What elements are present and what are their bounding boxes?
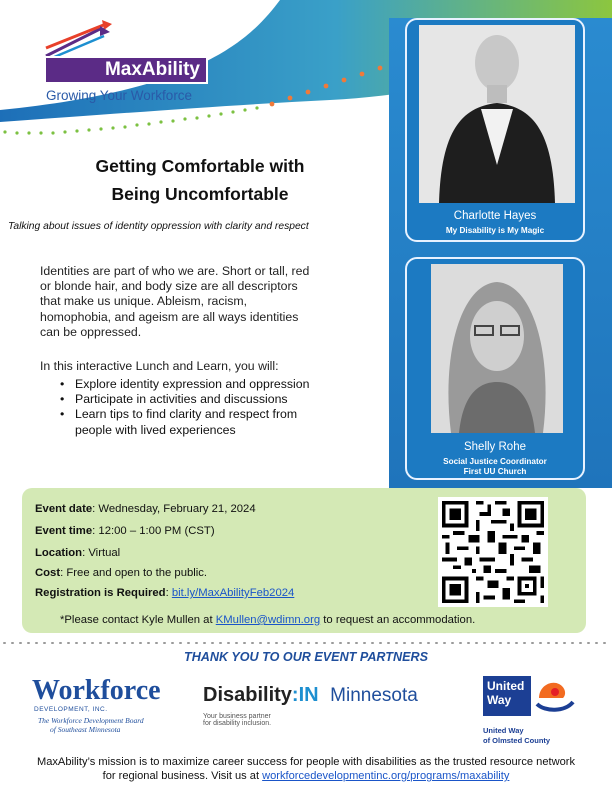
page-subtitle: Talking about issues of identity oppression with clarity and respect <box>8 221 309 232</box>
list-item: • Participate in activities and discussions <box>60 392 309 407</box>
intro-line: Identities are part of who we are. Short or tall, red <box>40 264 310 278</box>
registration-link[interactable]: bit.ly/MaxAbilityFeb2024 <box>171 587 295 599</box>
disability-in-mark: :IN <box>291 684 319 706</box>
speaker-affiliation: First UU Church <box>463 467 527 476</box>
event-cost: Cost: Free and open to the public. <box>35 567 208 579</box>
united-way-sub: of Olmsted County <box>483 736 551 745</box>
mission-line: for regional business. Visit us at workforcedevelopmentinc.org/programs/maxability <box>102 770 510 782</box>
list-item-continuation: people with lived experiences <box>75 422 236 437</box>
united-way-line1: United <box>487 679 525 693</box>
website-link[interactable]: workforcedevelopmentinc.org/programs/maxability <box>262 770 510 782</box>
mission-line: MaxAbility’s mission is to maximize career success for people with disabilities as the trusted resource network <box>36 756 576 768</box>
event-date: Event date: Wednesday, February 21, 2024 <box>35 503 256 515</box>
hand-icon <box>535 678 575 714</box>
mission-statement <box>10 755 602 783</box>
speaker-card-shelly <box>405 257 585 480</box>
bullet-list <box>60 377 309 438</box>
qr-code[interactable] <box>438 497 548 607</box>
speaker-photo <box>431 264 563 433</box>
event-location: Location: Virtual <box>35 547 121 559</box>
list-item: • Learn tips to find clarity and respect from <box>60 407 309 422</box>
workforce-tagline: of Southeast Minnesota <box>50 725 121 734</box>
united-way-sub: United Way <box>483 726 524 735</box>
disability-state: Minnesota <box>330 685 418 706</box>
page-title-line2: Being Uncomfortable <box>111 184 289 204</box>
disability-in-logo <box>203 684 463 738</box>
intro-line: that make us unique. Ableism, racism, <box>40 294 248 309</box>
list-item: • Explore identity expression and oppression <box>60 377 309 392</box>
logo: MaxAbility <box>44 56 208 84</box>
workforce-logo <box>32 676 182 738</box>
united-way-logo <box>481 676 591 748</box>
logo-tagline: Growing Your Workforce <box>46 88 193 103</box>
workforce-tagline: The Workforce Development Board <box>38 716 144 725</box>
contact-email-link[interactable]: KMullen@wdimn.org <box>215 614 321 626</box>
divider-dots <box>0 640 612 646</box>
speaker-name: Charlotte Hayes <box>453 210 537 222</box>
intro-lead: In this interactive Lunch and Learn, you will: <box>40 359 279 373</box>
partners-heading: THANK YOU TO OUR EVENT PARTNERS <box>184 650 428 664</box>
speaker-role: My Disability is My Magic <box>445 226 545 235</box>
person-photo-icon <box>419 25 575 203</box>
disability-name: Disability <box>203 684 292 706</box>
intro-line: or blonde hair, and body size are all descriptors <box>40 279 298 294</box>
event-registration: Registration is Required: bit.ly/MaxAbilityFeb2024 <box>35 587 295 599</box>
intro-line: homophobia, and ageism are all ways identities <box>40 309 299 324</box>
accommodation-note: *Please contact Kyle Mullen at KMullen@wdimn.org to request an accommodation. <box>60 614 476 626</box>
speaker-name: Shelly Rohe <box>463 441 526 453</box>
intro-line: can be oppressed. <box>40 324 142 339</box>
disability-tagline: for disability inclusion. <box>203 720 272 727</box>
arrows-icon <box>44 18 114 60</box>
workforce-name: Workforce <box>32 675 161 706</box>
person-photo-icon <box>431 264 563 433</box>
workforce-sub: DEVELOPMENT, INC. <box>34 706 108 713</box>
speaker-photo <box>419 25 575 203</box>
united-way-line2: Way <box>487 693 512 707</box>
intro-paragraph <box>40 264 309 340</box>
event-time: Event time: 12:00 – 1:00 PM (CST) <box>35 525 215 537</box>
speaker-role: Social Justice Coordinator <box>443 457 547 466</box>
page-title-line1: Getting Comfortable with <box>95 156 305 176</box>
disability-tagline: Your business partner <box>203 713 271 720</box>
speaker-card-charlotte <box>405 18 585 242</box>
